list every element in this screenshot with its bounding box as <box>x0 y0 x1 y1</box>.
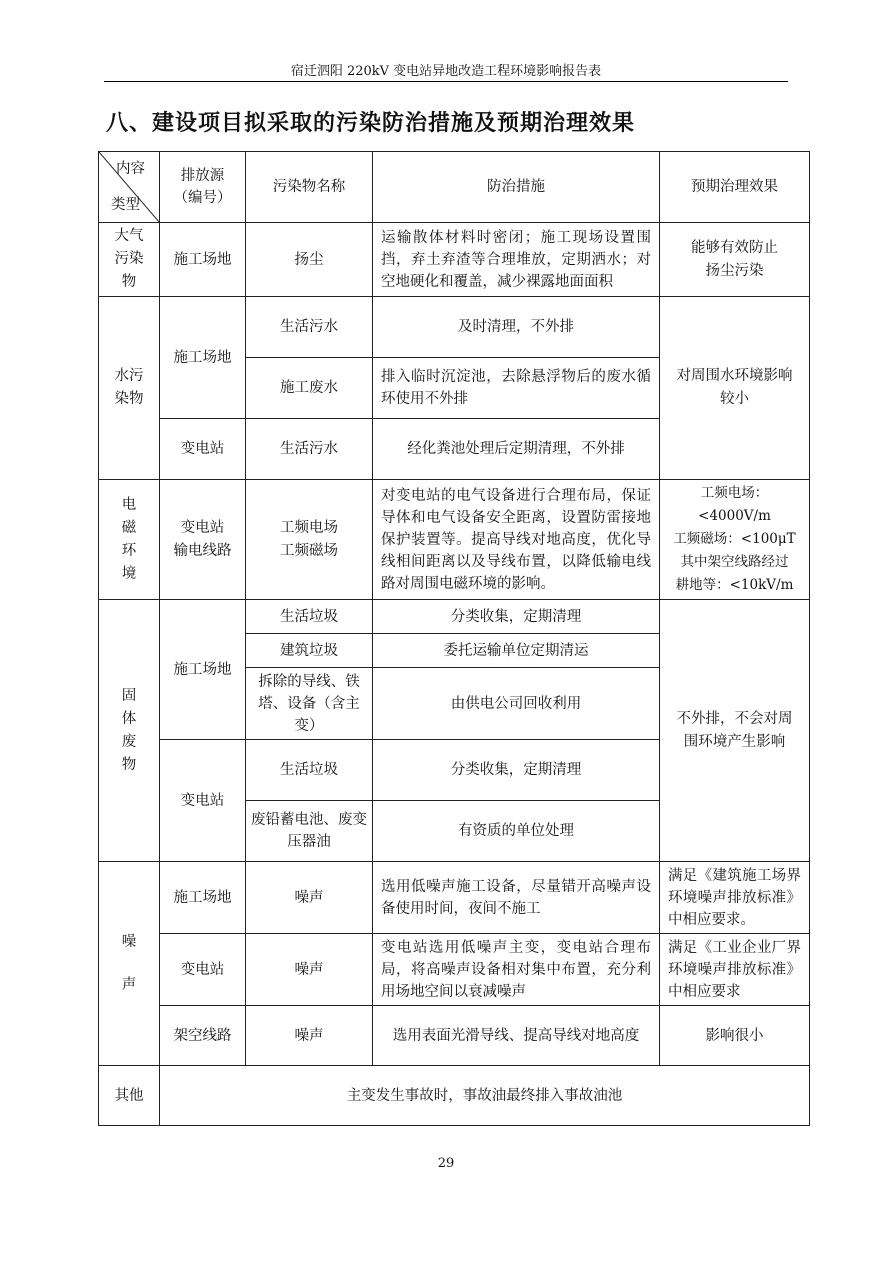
effect-cell: 满足《工业企业厂界环境噪声排放标准》中相应要求 <box>660 934 810 1006</box>
table-header-row <box>99 152 810 223</box>
source-cell: 施工场地 <box>160 223 246 297</box>
measure-cell: 排入临时沉淀池，去除悬浮物后的废水循环使用不外排 <box>373 358 660 419</box>
column-header-measures: 防治措施 <box>373 152 660 223</box>
measure-cell: 委托运输单位定期清运 <box>373 634 660 668</box>
pollutant-cell: 废铅蓄电池、废变压器油 <box>246 801 373 862</box>
type-other: 其他 <box>99 1066 160 1126</box>
measure-cell: 选用低噪声施工设备，尽量错开高噪声设备使用时间，夜间不施工 <box>373 862 660 934</box>
diagonal-header-cell <box>99 152 160 223</box>
effect-cell: 不外排，不会对周 围环境产生影响 <box>660 600 810 862</box>
pollutant-cell: 噪声 <box>246 1006 373 1066</box>
pollutant-cell: 噪声 <box>246 862 373 934</box>
pollutant-cell: 生活污水 <box>246 419 373 480</box>
table-row-air <box>99 223 810 297</box>
measure-cell: 由供电公司回收利用 <box>373 668 660 740</box>
pollutant-cell: 工频电场 工频磁场 <box>246 480 373 600</box>
pollutant-cell: 建筑垃圾 <box>246 634 373 668</box>
column-header-effect: 预期治理效果 <box>660 152 810 223</box>
source-cell: 架空线路 <box>160 1006 246 1066</box>
section-title: 八、建设项目拟采取的污染防治措施及预期治理效果 <box>106 111 636 136</box>
table-row-noise-3 <box>99 1006 810 1066</box>
measure-cell: 经化粪池处理后定期清理，不外排 <box>373 419 660 480</box>
table-row-noise-2 <box>99 934 810 1006</box>
effect-cell: 影响很小 <box>660 1006 810 1066</box>
table-row-other <box>99 1066 810 1126</box>
page-number: 29 <box>437 1156 455 1171</box>
measure-cell: 选用表面光滑导线、提高导线对地高度 <box>373 1006 660 1066</box>
table-row-noise-1 <box>99 862 810 934</box>
source-cell: 施工场地 <box>160 297 246 419</box>
corner-label-type: 类型 <box>111 197 140 213</box>
source-cell: 变电站 <box>160 740 246 862</box>
measure-cell: 变电站选用低噪声主变，变电站合理布局，将高噪声设备相对集中布置，充分利用场地空间以衰减噪声 <box>373 934 660 1006</box>
running-header: 宿迁泗阳 220kV 变电站异地改造工程环境影响报告表 <box>104 62 788 82</box>
column-header-source: 排放源 （编号） <box>160 152 246 223</box>
type-em: 电 磁 环 境 <box>99 480 160 600</box>
measure-cell: 及时清理，不外排 <box>373 297 660 358</box>
pollutant-cell: 生活垃圾 <box>246 740 373 801</box>
effect-cell: 对周围水环境影响 较小 <box>660 297 810 480</box>
pollutant-cell: 扬尘 <box>246 223 373 297</box>
source-cell: 施工场地 <box>160 600 246 740</box>
table-row-em <box>99 480 810 600</box>
source-cell: 变电站 输电线路 <box>160 480 246 600</box>
measure-cell: 分类收集，定期清理 <box>373 740 660 801</box>
pollutant-cell: 生活污水 <box>246 297 373 358</box>
type-solid: 固 体 废 物 <box>99 600 160 862</box>
other-content-cell: 主变发生事故时，事故油最终排入事故油池 <box>160 1066 810 1126</box>
pollutant-cell: 生活垃圾 <box>246 600 373 634</box>
measure-cell: 分类收集，定期清理 <box>373 600 660 634</box>
pollutant-cell: 施工废水 <box>246 358 373 419</box>
column-header-pollutant: 污染物名称 <box>246 152 373 223</box>
source-cell: 变电站 <box>160 934 246 1006</box>
effect-cell: 满足《建筑施工场界环境噪声排放标准》中相应要求。 <box>660 862 810 934</box>
measure-cell: 有资质的单位处理 <box>373 801 660 862</box>
measure-cell: 运输散体材料时密闭；施工现场设置围挡，弃土弃渣等合理堆放，定期洒水；对空地硬化和覆盖，减少裸露地面面积 <box>373 223 660 297</box>
type-air: 大气 污染 物 <box>99 223 160 297</box>
table-row-solid-1 <box>99 600 810 634</box>
pollutant-cell: 噪声 <box>246 934 373 1006</box>
type-noise: 噪 声 <box>99 862 160 1066</box>
measure-cell: 对变电站的电气设备进行合理布局，保证导体和电气设备安全距离，设置防雷接地保护装置等。提高导线对地高度，优化导线相间距离以及导线布置，以降低输电线路对周围电磁环境的影响。 <box>373 480 660 600</box>
source-cell: 变电站 <box>160 419 246 480</box>
type-water: 水污 染物 <box>99 297 160 480</box>
pollutant-cell: 拆除的导线、铁塔、设备（含主变） <box>246 668 373 740</box>
effect-cell: 工频电场： <4000V/m 工频磁场：<100μT 其中架空线路经过 耕地等：<10kV/m <box>660 480 810 600</box>
effect-cell: 能够有效防止 扬尘污染 <box>660 223 810 297</box>
source-cell: 施工场地 <box>160 862 246 934</box>
corner-label-content: 内容 <box>116 161 145 177</box>
pollution-measures-table <box>98 151 810 1126</box>
table-row-water-1 <box>99 297 810 358</box>
